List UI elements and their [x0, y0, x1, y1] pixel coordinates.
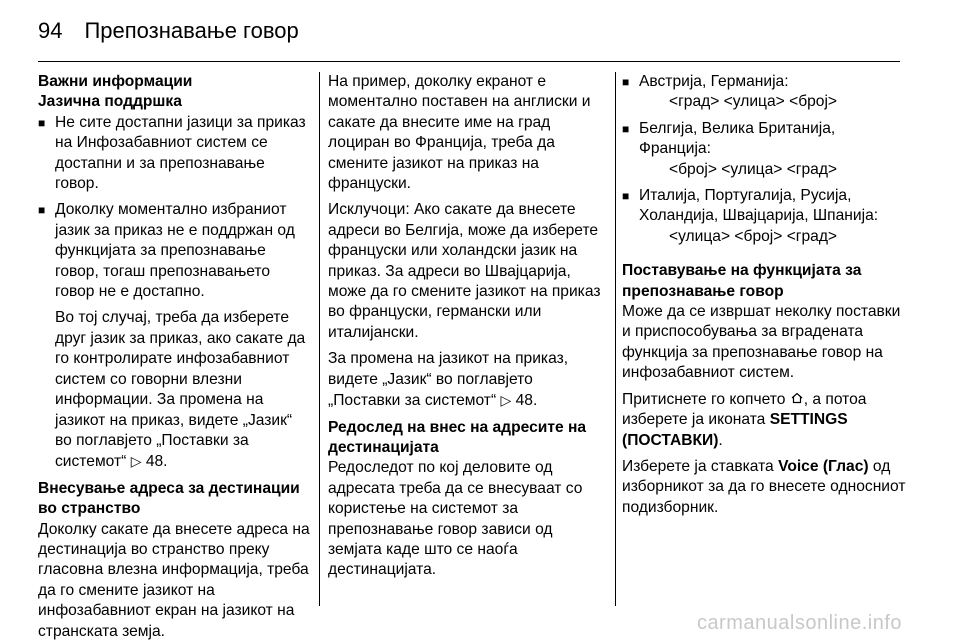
bullet-item: ■ Австрија, Германија: <град> <улица> <број>	[622, 72, 906, 113]
watermark: carmanualsonline.info	[696, 612, 902, 634]
paragraph: Притиснете го копчето , а потоа изберете ја иконата SETTINGS (ПОСТАВКИ).	[622, 390, 867, 449]
paragraph: Може да се извршат неколку поставки и приспособувања за вградената функција за препознавање говор на инфозабавниот систем.	[622, 303, 901, 382]
column-1	[38, 72, 310, 642]
paragraph: Доколку сакате да внесете адреса на дестинација во странство преку гласовна влезна информација, треба да го смените јазикот на инфозабавниот екран на јазикот на странската земја.	[38, 520, 310, 640]
paragraph: На пример, доколку екранот е моментално поставен на англиски и сакате да внесите име на град лоциран во Франција, треба да смените јазикот на приказ на француски.	[328, 73, 591, 193]
header-rule	[38, 61, 900, 62]
address-format: <број> <улица> <град>	[669, 160, 838, 178]
column-divider-2	[615, 72, 616, 606]
paragraph: За промена на јазикот на приказ, видете „Јазик“ во поглавјето „Поставки за системот“ ▷ 48.	[328, 350, 569, 410]
column-divider-1	[319, 72, 320, 606]
reference-arrow-icon: ▷	[130, 453, 142, 470]
subsection-heading: Редослед на внес на адресите на дестинацијата	[328, 418, 587, 456]
address-format: <улица> <број> <град>	[669, 227, 838, 245]
page-reference[interactable]: 48.	[515, 392, 538, 410]
page-header	[38, 18, 299, 44]
page-number: 94	[38, 18, 63, 43]
paragraph: Изберете ја ставката Voice (Глас) од изборникот за да го внесете односниот подизборник.	[622, 457, 906, 516]
column-3	[622, 72, 906, 518]
home-button-icon	[790, 390, 804, 410]
page-reference[interactable]: 48.	[145, 453, 168, 471]
paragraph: Во тој случај, треба да изберете друг јазик за приказ, ако сакате да го контролирате инфозабавниот систем со говорни влезни информации. За промена на јазикот на приказ, видете „Јазик“ во поглавјето „Поставки за системот“ ▷ 48.	[55, 309, 306, 471]
page-title: Препознавање говор	[84, 18, 299, 43]
paragraph: Исклучоци: Ако сакате да внесете адреси во Белгија, може да изберете француски или холандски јазик на приказ. За адреси во Швајцарија, може да го смените јазикот на приказ во француски, германски или италијански.	[328, 201, 601, 341]
bullet-item: ■ Италија, Португалија, Русија, Холандија, Швајцарија, Шпанија: <улица> <број> <град>	[622, 186, 906, 247]
voice-label: Voice (Глас)	[778, 457, 869, 475]
subsection-heading: Јазична поддршка	[38, 93, 182, 111]
settings-label: SETTINGS (ПОСТАВКИ)	[622, 411, 848, 449]
section-heading: Важни информации	[38, 73, 193, 90]
reference-arrow-icon: ▷	[500, 392, 512, 409]
subsection-heading: Внесување адреса за дестинации во странство	[38, 479, 300, 518]
section-heading: Поставување на функцијата за препознавање говор	[622, 262, 862, 300]
bullet-item: ■ Доколку моментално избраниот јазик за приказ не е поддржан од функцијата за препознавање говор, тогаш препознавањето говор не е достапно.	[38, 200, 310, 302]
column-2	[328, 72, 604, 581]
paragraph: Редоследот по кој деловите од адресата треба да се внесуваат со користење на системот за препознавање говор зависи од земјата каде што се наоѓа дестинацијата.	[328, 459, 583, 579]
bullet-item: ■ Белгија, Велика Британија, Франција: <број> <улица> <град>	[622, 119, 906, 180]
address-format: <град> <улица> <број>	[669, 93, 838, 111]
bullet-item: ■ Не сите достапни јазици за приказ на Инфозабавниот систем се достапни и за препознавање говор.	[38, 113, 310, 195]
